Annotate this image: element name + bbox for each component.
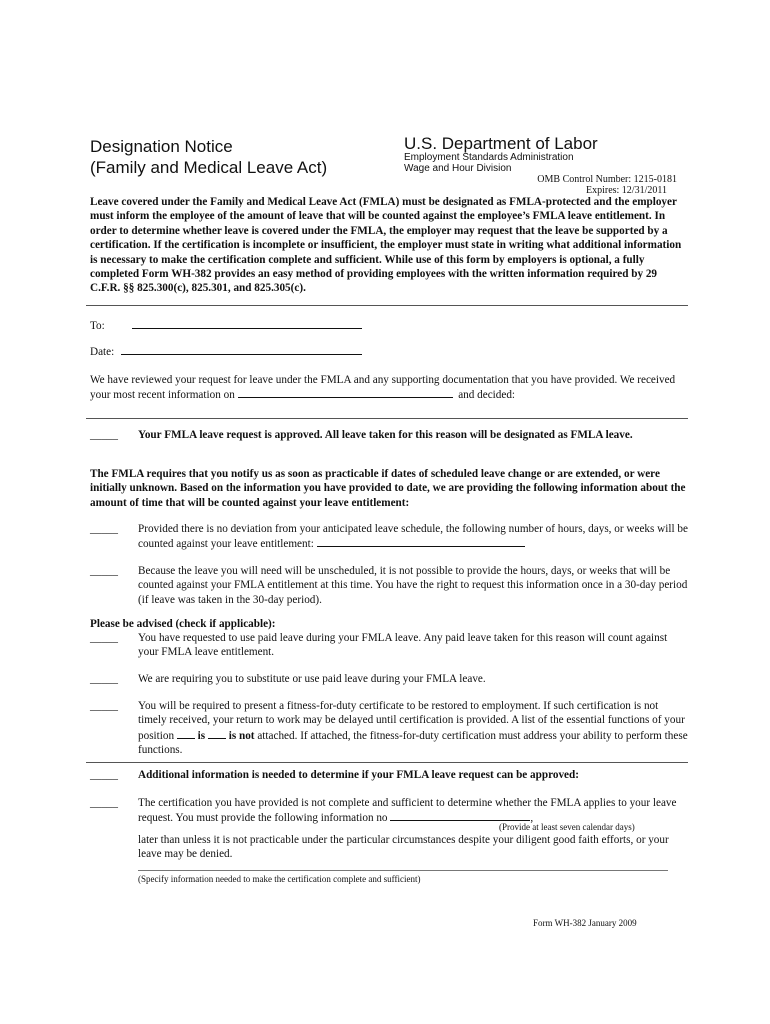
option-hours-label: Provided there is no deviation from your anticipated leave schedule, the following number of hours, days, or weeks will be counted against your leave entitlement: [138,523,688,551]
is-attached-field[interactable] [177,728,195,739]
agency-whd: Wage and Hour Division [404,163,512,174]
specify-info-caption: (Specify information needed to make the certification complete and sufficient) [138,874,421,884]
fitness-text-end: attached. If attached, the fitness-for-duty certification must address your ability to perform these functions. [138,729,688,757]
approved-text: Your FMLA leave request is approved. All leave taken for this reason will be designated as FMLA leave. [138,429,633,441]
form-title [90,136,327,178]
form-footer: Form WH-382 January 2009 [533,918,637,928]
approved-checkbox[interactable]: _____ [90,429,118,441]
form-title-line1: Designation Notice [90,137,233,156]
fitness-text-start: You will be required to present a fitness-for-duty certificate to be restored to employment. If such certification is not timely received, your return to work may be delayed until certification is provided. A list of the essential functions of your position [138,700,685,742]
request-text-start: We have reviewed your request for leave under the FMLA and any supporting documentation that you have provided. We received your most recent information on [90,374,676,402]
option-unscheduled-text: Because the leave you will need will be unscheduled, it is not possible to provide the hours, days, or weeks that will be counted against your FMLA entitlement at this time. You have the right to request this information once in a 30-day period (if leave was taken in the 30-day period). [138,565,688,606]
certification-incomplete-text: The certification you have provided is not complete and sufficient to determine whether the FMLA applies to your leave request. You must provide the following information no , [138,797,677,825]
option-unscheduled-checkbox[interactable]: _____ [90,565,118,577]
paid-leave-requested-checkbox[interactable]: _____ [90,632,118,644]
deadline-note: (Provide at least seven calendar days) [499,822,635,832]
additional-info-checkbox[interactable]: _____ [90,769,118,781]
to-label: To: [90,320,105,332]
notify-paragraph: The FMLA requires that you notify us as soon as practicable if dates of scheduled leave change or are extended, or were initially unknown. Based on the information you have provided to date, we are providing the following information about the amount of time that will be counted against your leave entitlement: [90,468,686,509]
received-date-field[interactable] [238,387,453,398]
advised-heading: Please be advised (check if applicable): [90,618,276,630]
is-not-attached-field[interactable] [208,728,226,739]
date-field[interactable] [121,354,362,355]
deadline-date-field[interactable] [390,810,530,821]
divider-rule [86,762,688,763]
additional-info-text: Additional information is needed to determine if your FMLA leave request can be approved: [138,769,579,781]
specify-info-field[interactable] [138,870,668,871]
is-not-option: is not [228,729,255,742]
paid-leave-required-text: We are requiring you to substitute or use paid leave during your FMLA leave. [138,673,486,685]
certification-incomplete-continued: later than unless it is not practicable under the particular circumstances despite your diligent good faith efforts, or your leave may be denied. [138,834,669,861]
date-label: Date: [90,346,115,358]
omb-control-number: OMB Control Number: 1215-0181 [537,174,677,185]
divider-rule [86,418,688,419]
department-name: U.S. Department of Labor [404,134,598,153]
paid-leave-required-checkbox[interactable]: _____ [90,673,118,685]
agency-esa: Employment Standards Administration [404,152,574,163]
intro-paragraph: Leave covered under the Family and Medical Leave Act (FMLA) must be designated as FMLA-protected and the employer must inform the employee of the amount of leave that will be counted against the employee’s FMLA leave entitlement. In order to determine whether leave is covered under the FMLA, the employer may request that the leave be supported by a certification. If the certification is incomplete or insufficient, the employer must state in writing what additional information is necessary to make the certification complete and sufficient. While use of this form by employers is optional, a fully completed Form WH-382 provides an easy method of providing employees with the written information required by 29 C.F.R. §§ 825.300(c), 825.301, and 825.305(c). [90,196,682,295]
to-field[interactable] [132,328,362,329]
hours-days-weeks-field[interactable] [317,536,525,547]
request-text-end: and decided: [458,389,516,402]
is-option: is [197,729,206,742]
omb-expiration: Expires: 12/31/2011 [585,185,667,196]
divider-rule [86,305,688,306]
option-hours-text [138,522,688,552]
certification-incomplete-checkbox[interactable]: _____ [90,797,118,809]
certification-text-start: The certification you have provided is not complete and sufficient to determine whether the FMLA applies to your leave request. You must provide the following information no [138,797,677,825]
request-paragraph [90,373,688,403]
paid-leave-requested-text: You have requested to use paid leave during your FMLA leave. Any paid leave taken for this reason will count against your FMLA leave entitlement. [138,632,668,659]
fitness-for-duty-checkbox[interactable]: _____ [90,700,118,712]
fitness-for-duty-text [138,699,688,758]
form-title-line2: (Family and Medical Leave Act) [90,158,328,177]
option-hours-checkbox[interactable]: _____ [90,523,118,535]
